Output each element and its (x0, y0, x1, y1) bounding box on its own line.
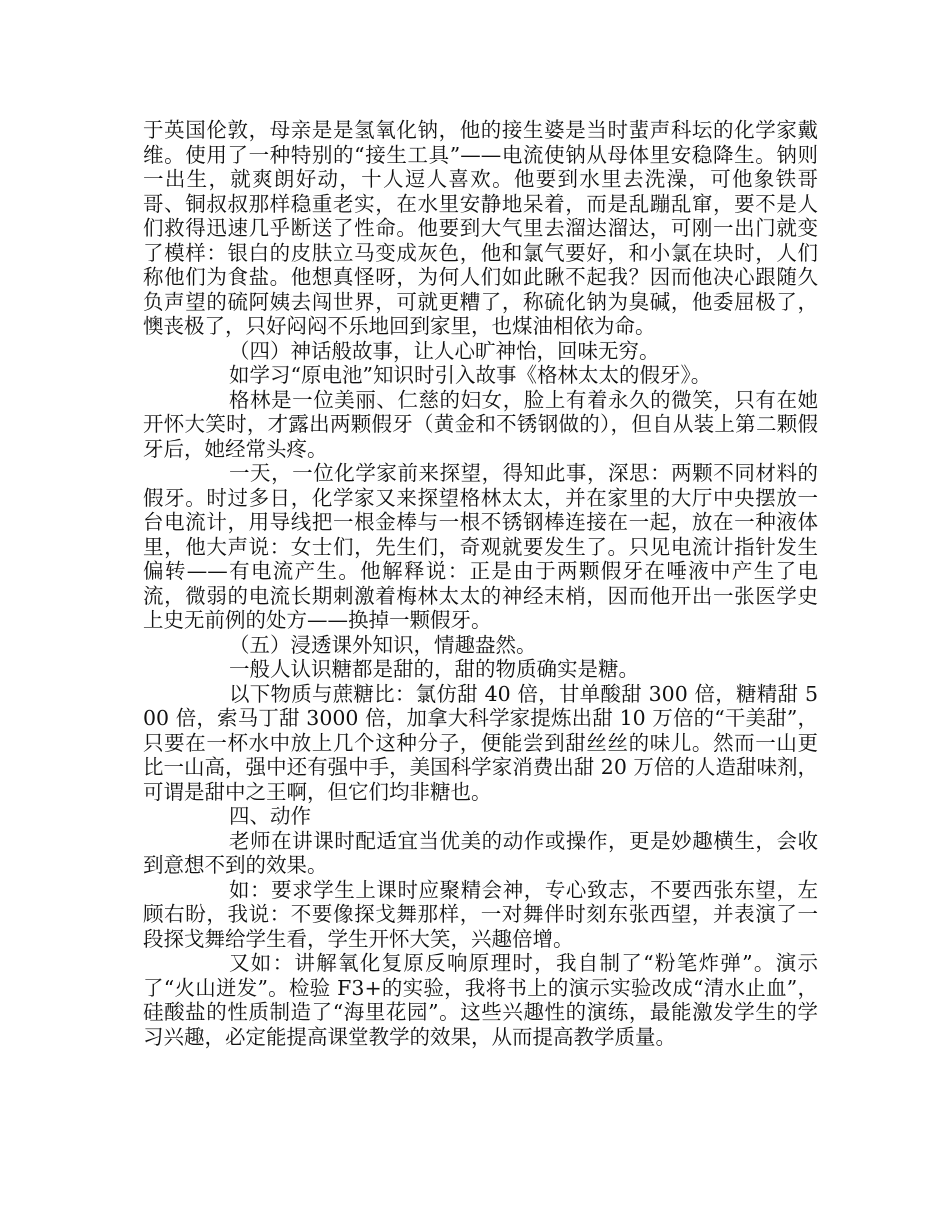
paragraph-heading: （四）神话般故事，让人心旷神怡，回味无穷。 (229, 338, 660, 363)
document-body (143, 118, 818, 1049)
section-heading: 四、动作 (229, 804, 311, 828)
paragraph: 一般人认识糖都是甜的，甜的物质确实是糖。 (229, 657, 639, 681)
paragraph: 老师在讲课时配适宜当优美的动作或操作，更是妙趣横生，会收到意想不到的效果。 (143, 828, 818, 877)
paragraph: 格林是一位美丽、仁慈的妇女，脸上有着永久的微笑，只有在她开怀大笑时，才露出两颗假牙（黄金和不锈钢做的），但自从装上第二颗假牙后，她经常头疼。 (143, 387, 818, 461)
paragraph: 如学习“原电池”知识时引入故事《格林太太的假牙》。 (229, 363, 712, 387)
paragraph: 如：要求学生上课时应聚精会神，专心致志，不要西张东望，左顾右盼，我说：不要像探戈舞那样，一对舞伴时刻东张西望，并表演了一段探戈舞给学生看，学生开怀大笑，兴趣倍增。 (143, 877, 818, 951)
paragraph-heading: （五）浸透课外知识，情趣盎然。 (229, 632, 537, 657)
paragraph: 一天，一位化学家前来探望，得知此事，深思：两颗不同材料的假牙。时过多日，化学家又来探望格林太太，并在家里的大厅中央摆放一台电流计，用导线把一根金棒与一根不锈钢棒连接在一起，放在一种液体里，他大声说：女士们，先生们，奇观就要发生了。只见电流计指针发生偏转——有电流产生。他解释说：正是由于两颗假牙在唾液中产生了电流，微弱的电流长期刺激着梅林太太的神经末梢，因而他开出一张医学史上史无前例的处方——换掉一颗假牙。 (143, 461, 818, 632)
paragraph: 又如：讲解氧化复原反响原理时，我自制了“粉笔炸弹”。演示了“火山迸发”。检验 F3+的实验，我将书上的演示实验改成“清水止血”，硅酸盐的性质制造了“海里花园”。这些兴趣性的演练，最能激发学生的学习兴趣，必定能提高课堂教学的效果，从而提高教学质量。 (143, 951, 818, 1049)
paragraph: 以下物质与蔗糖比：氯仿甜 40 倍，甘单酸甜 300 倍，糖精甜 500 倍，索马丁甜 3000 倍，加拿大科学家提炼出甜 10 万倍的“干美甜”，只要在一杯水中放上几个这种分子，便能尝到甜丝丝的味儿。然而一山更比一山高，强中还有强中手，美国科学家消费出甜 20 万倍的人造甜味剂，可谓是甜中之王啊，但它们均非糖也。 (143, 681, 818, 804)
paragraph: 于英国伦敦，母亲是是氢氧化钠，他的接生婆是当时蜚声科坛的化学家戴维。使用了一种特别的“接生工具”——电流使钠从母体里安稳降生。钠则一出生，就爽朗好动，十人逗人喜欢。他要到水里去洗澡，可他象铁哥哥、铜叔叔那样稳重老实，在水里安静地呆着，而是乱蹦乱窜，要不是人们救得迅速几乎断送了性命。他要到大气里去溜达溜达，可刚一出门就变了模样：银白的皮肤立马变成灰色，他和氯气要好，和小氯在块时，人们称他们为食盐。他想真怪呀，为何人们如此瞅不起我？因而他决心跟随久负声望的硫阿姨去闯世界，可就更糟了，称硫化钠为臭碱，他委屈极了，懊丧极了，只好闷闷不乐地回到家里，也煤油相依为命。 (143, 118, 818, 338)
